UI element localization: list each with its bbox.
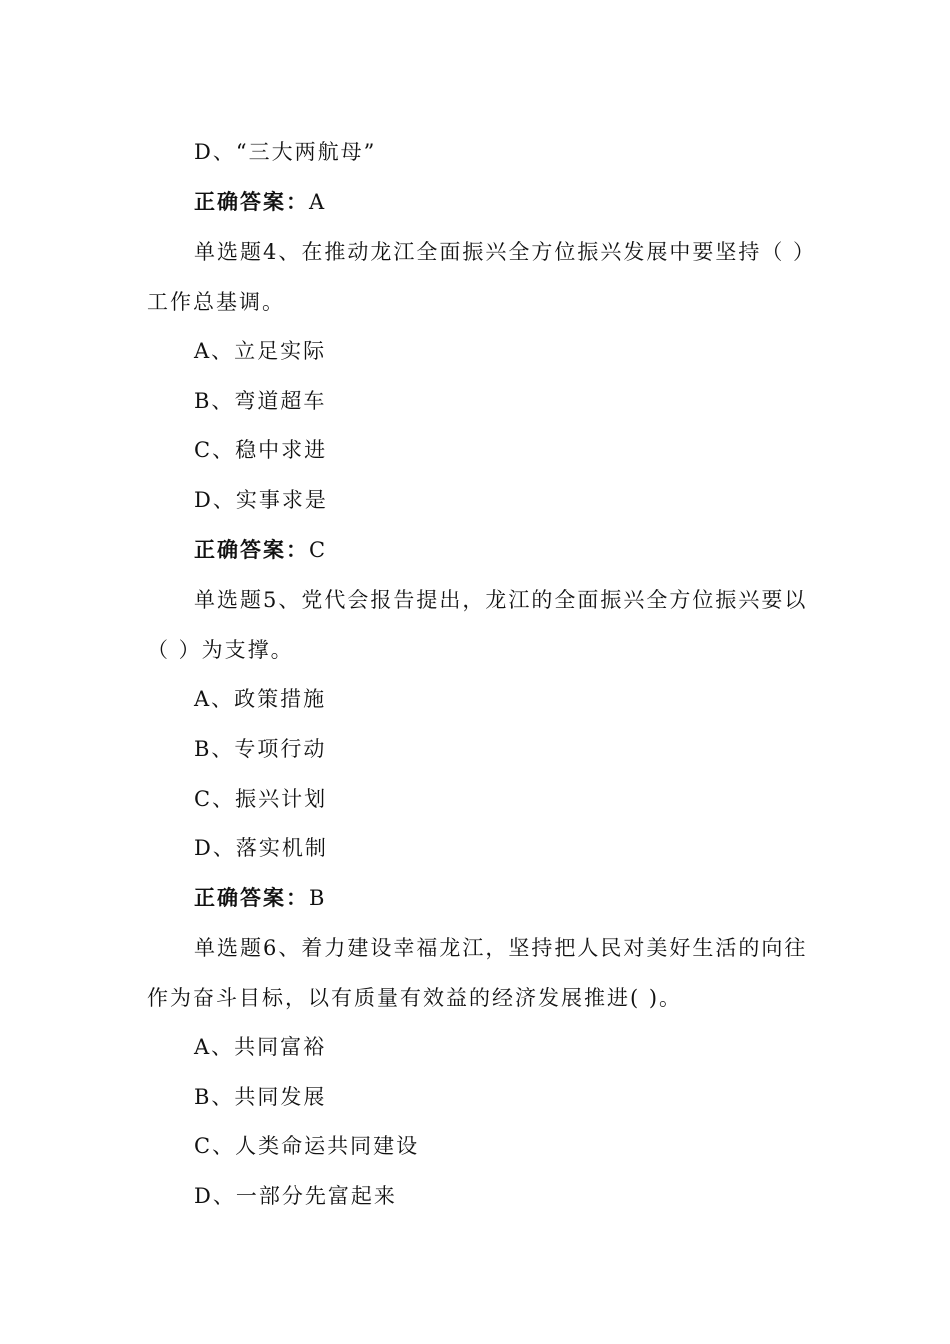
q6-option-c: C、人类命运共同建设 (194, 1134, 420, 1158)
q5-option-b: B、专项行动 (194, 737, 327, 761)
answer-label: 正确答案： (194, 537, 309, 562)
q6-option-d: D、一部分先富起来 (194, 1184, 397, 1208)
answer-label: 正确答案： (194, 885, 309, 910)
q5-answer (0, 883, 950, 913)
answer-value: B (309, 886, 327, 910)
q3-option-d: D、“三大两航母” (194, 140, 377, 164)
q4-option-b: B、弯道超车 (194, 389, 327, 413)
q6-stem-line1: 单选题6、着力建设幸福龙江，坚持把人民对美好生活的向往 (194, 936, 808, 960)
q5-option-a: A、政策措施 (194, 687, 327, 711)
q5-option-c: C、振兴计划 (194, 787, 328, 811)
q6-option-a: A、共同富裕 (194, 1035, 327, 1059)
answer-value: C (309, 538, 328, 562)
answer-value: A (309, 190, 327, 214)
q5-option-d: D、落实机制 (194, 836, 328, 860)
q4-stem-line2: 工作总基调。 (147, 290, 285, 314)
q5-stem-line1: 单选题5、党代会报告提出，龙江的全面振兴全方位振兴要以 (194, 588, 808, 612)
answer-label: 正确答案： (194, 189, 309, 214)
q4-stem-line1: 单选题4、在推动龙江全面振兴全方位振兴发展中要坚持（ ） (194, 240, 817, 264)
q6-option-b: B、共同发展 (194, 1085, 327, 1109)
q4-option-d: D、实事求是 (194, 488, 328, 512)
q6-stem-line2: 作为奋斗目标，以有质量有效益的经济发展推进( )。 (147, 986, 683, 1010)
q4-answer (0, 535, 950, 565)
q3-answer (0, 187, 950, 217)
q5-stem-line2: （ ）为支撑。 (147, 638, 294, 662)
q4-option-a: A、立足实际 (194, 339, 327, 363)
q4-option-c: C、稳中求进 (194, 438, 328, 462)
